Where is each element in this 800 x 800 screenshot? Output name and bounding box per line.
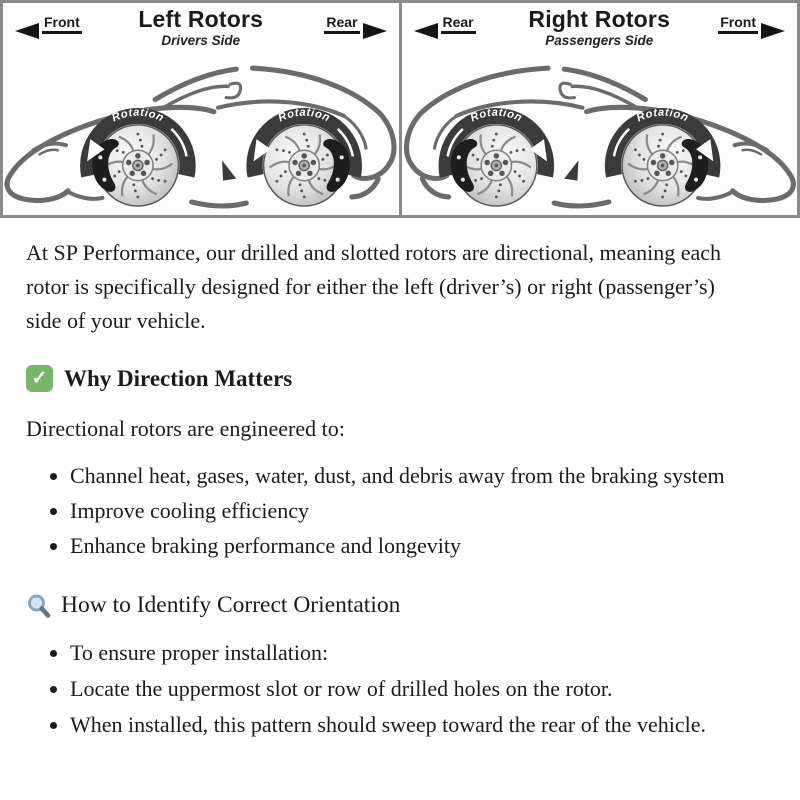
magnifier-icon <box>26 593 53 620</box>
arrow-left-icon <box>15 23 39 39</box>
arrow-left-icon <box>414 23 438 39</box>
list-item: • To ensure proper installation: <box>70 636 756 670</box>
heading-text: Why Direction Matters <box>64 366 293 391</box>
front-direction-label: Front <box>718 15 785 34</box>
check-icon <box>26 365 53 392</box>
engineered-to-lead: Directional rotors are engineered to: <box>26 415 345 441</box>
article-body <box>0 218 800 742</box>
rear-direction-label: Rear <box>324 15 386 34</box>
panel-subtitle: Drivers Side <box>161 33 241 49</box>
left-panel-header <box>3 7 399 57</box>
right-rotors-panel <box>399 3 798 215</box>
panel-title: Right Rotors <box>528 6 671 32</box>
list-item: • Channel heat, gases, water, dust, and debris away from the braking system <box>70 459 756 493</box>
arrow-right-icon <box>761 23 785 39</box>
list-item: • Improve cooling efficiency <box>70 494 756 528</box>
rear-direction-label: Rear <box>414 15 476 34</box>
left-rotors-panel <box>3 3 399 215</box>
heading-identify-orientation <box>26 591 770 619</box>
right-car-illustration <box>402 59 798 215</box>
svg-text:Rotation: Rotation <box>276 106 333 125</box>
svg-text:Rotation: Rotation <box>634 106 690 125</box>
heading-why-direction-matters <box>26 365 770 393</box>
rotor-direction-diagram <box>0 0 800 218</box>
list-item: • Locate the uppermost slot or row of drilled holes on the rotor. <box>70 672 756 706</box>
panel-title: Left Rotors <box>138 6 264 32</box>
list-item: • When installed, this pattern should sweep toward the rear of the vehicle. <box>70 708 756 742</box>
svg-text:Rotation: Rotation <box>468 106 524 125</box>
intro-paragraph: At SP Performance, our drilled and slotted rotors are directional, meaning each rotor is specifically designed for either the left (driver’s) or right (passenger’s) side of your vehicle. <box>26 240 722 333</box>
orientation-steps-list <box>26 636 756 742</box>
svg-text:Rotation: Rotation <box>110 106 166 125</box>
right-panel-header <box>402 7 798 57</box>
list-item: • Enhance braking performance and longevity <box>70 529 756 563</box>
arrow-right-icon <box>363 23 387 39</box>
heading-text: How to Identify Correct Orientation <box>61 591 401 618</box>
front-direction-label: Front <box>15 15 82 34</box>
panel-subtitle: Passengers Side <box>545 33 654 49</box>
left-car-illustration <box>3 59 399 215</box>
benefits-list <box>26 459 756 563</box>
